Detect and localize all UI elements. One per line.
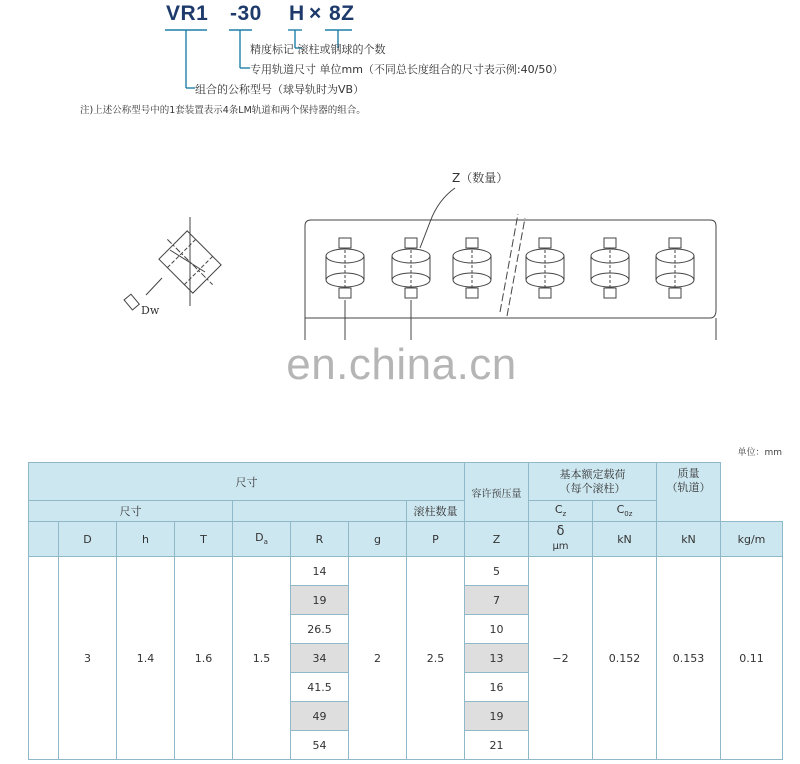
model-part-series: VR1 (166, 2, 209, 25)
cell-P: 2.5 (407, 557, 465, 760)
header-preload: 容许预压量 (465, 463, 529, 522)
cell-Dw: 1.5 (233, 557, 291, 760)
table-row (29, 557, 783, 586)
col-g: g (349, 522, 407, 557)
model-part-length: -30 (230, 2, 262, 25)
cell-R: 26.5 (291, 615, 349, 644)
cell-Z: 10 (465, 615, 529, 644)
cell-D: 3 (59, 557, 117, 760)
col-R: R (291, 522, 349, 557)
cell-C: 0.152 (593, 557, 657, 760)
header-load-rating: 基本额定载荷 （每个滚柱） (529, 463, 657, 501)
col-P: P (407, 522, 465, 557)
header-c0: $C_{0z}$ (593, 501, 657, 522)
col-blank (29, 522, 59, 557)
cell-R: 41.5 (291, 673, 349, 702)
cell-R: 19 (291, 586, 349, 615)
col-kgm: kg/m (721, 522, 783, 557)
roller-row (326, 238, 694, 298)
header-c: $C_z$ (529, 501, 593, 522)
z-count-label: Z（数量） (452, 171, 509, 185)
col-h: h (117, 522, 175, 557)
header-dimensions-sub: 尺寸 (29, 501, 233, 522)
cell-delta: −2 (529, 557, 593, 760)
col-D: D (59, 522, 117, 557)
cell-mass: 0.11 (721, 557, 783, 760)
col-um: δ μm (529, 522, 593, 557)
note-model: 组合的公称型号（球导轨时为VB） (195, 83, 365, 96)
cell-Z: 7 (465, 586, 529, 615)
cell-C0: 0.153 (657, 557, 721, 760)
unit-note: 单位：mm (737, 448, 782, 458)
header-dimensions: 尺寸 (29, 463, 465, 501)
cell-R: 54 (291, 731, 349, 760)
header-blank (233, 501, 407, 522)
col-T: T (175, 522, 233, 557)
cell-Z: 21 (465, 731, 529, 760)
dw-label: Dw (141, 304, 160, 317)
col-Dw: $D_a$ (233, 522, 291, 557)
cell-R: 34 (291, 644, 349, 673)
col-kN-1: kN (593, 522, 657, 557)
model-designation (0, 0, 800, 130)
cell-Z: 5 (465, 557, 529, 586)
header-mass: 质量 （轨道） (657, 463, 721, 522)
col-Z: Z (465, 522, 529, 557)
model-part-accuracy: H (289, 2, 305, 25)
spec-table (28, 462, 783, 760)
watermark: en.china.cn (286, 340, 517, 389)
cell-blank (29, 557, 59, 760)
cell-R: 14 (291, 557, 349, 586)
cell-R: 49 (291, 702, 349, 731)
cell-T: 1.6 (175, 557, 233, 760)
cell-Z: 13 (465, 644, 529, 673)
cell-h: 1.4 (117, 557, 175, 760)
note-rail-size: 专用轨道尺寸 单位mm（不同总长度组合的尺寸表示例:40/50） (250, 63, 564, 76)
model-part-count: 8Z (329, 2, 355, 25)
header-roller-count: 滚柱数量 (407, 501, 465, 522)
cell-Z: 16 (465, 673, 529, 702)
cell-Z: 19 (465, 702, 529, 731)
model-part-times: × (309, 2, 322, 25)
cell-g: 2 (349, 557, 407, 760)
footnote: 注)上述公称型号中的1套装置表示4条LM轨道和两个保持器的组合。 (80, 105, 366, 116)
col-kN-2: kN (657, 522, 721, 557)
note-accuracy: 精度标记 滚柱或钢球的个数 (250, 43, 386, 56)
